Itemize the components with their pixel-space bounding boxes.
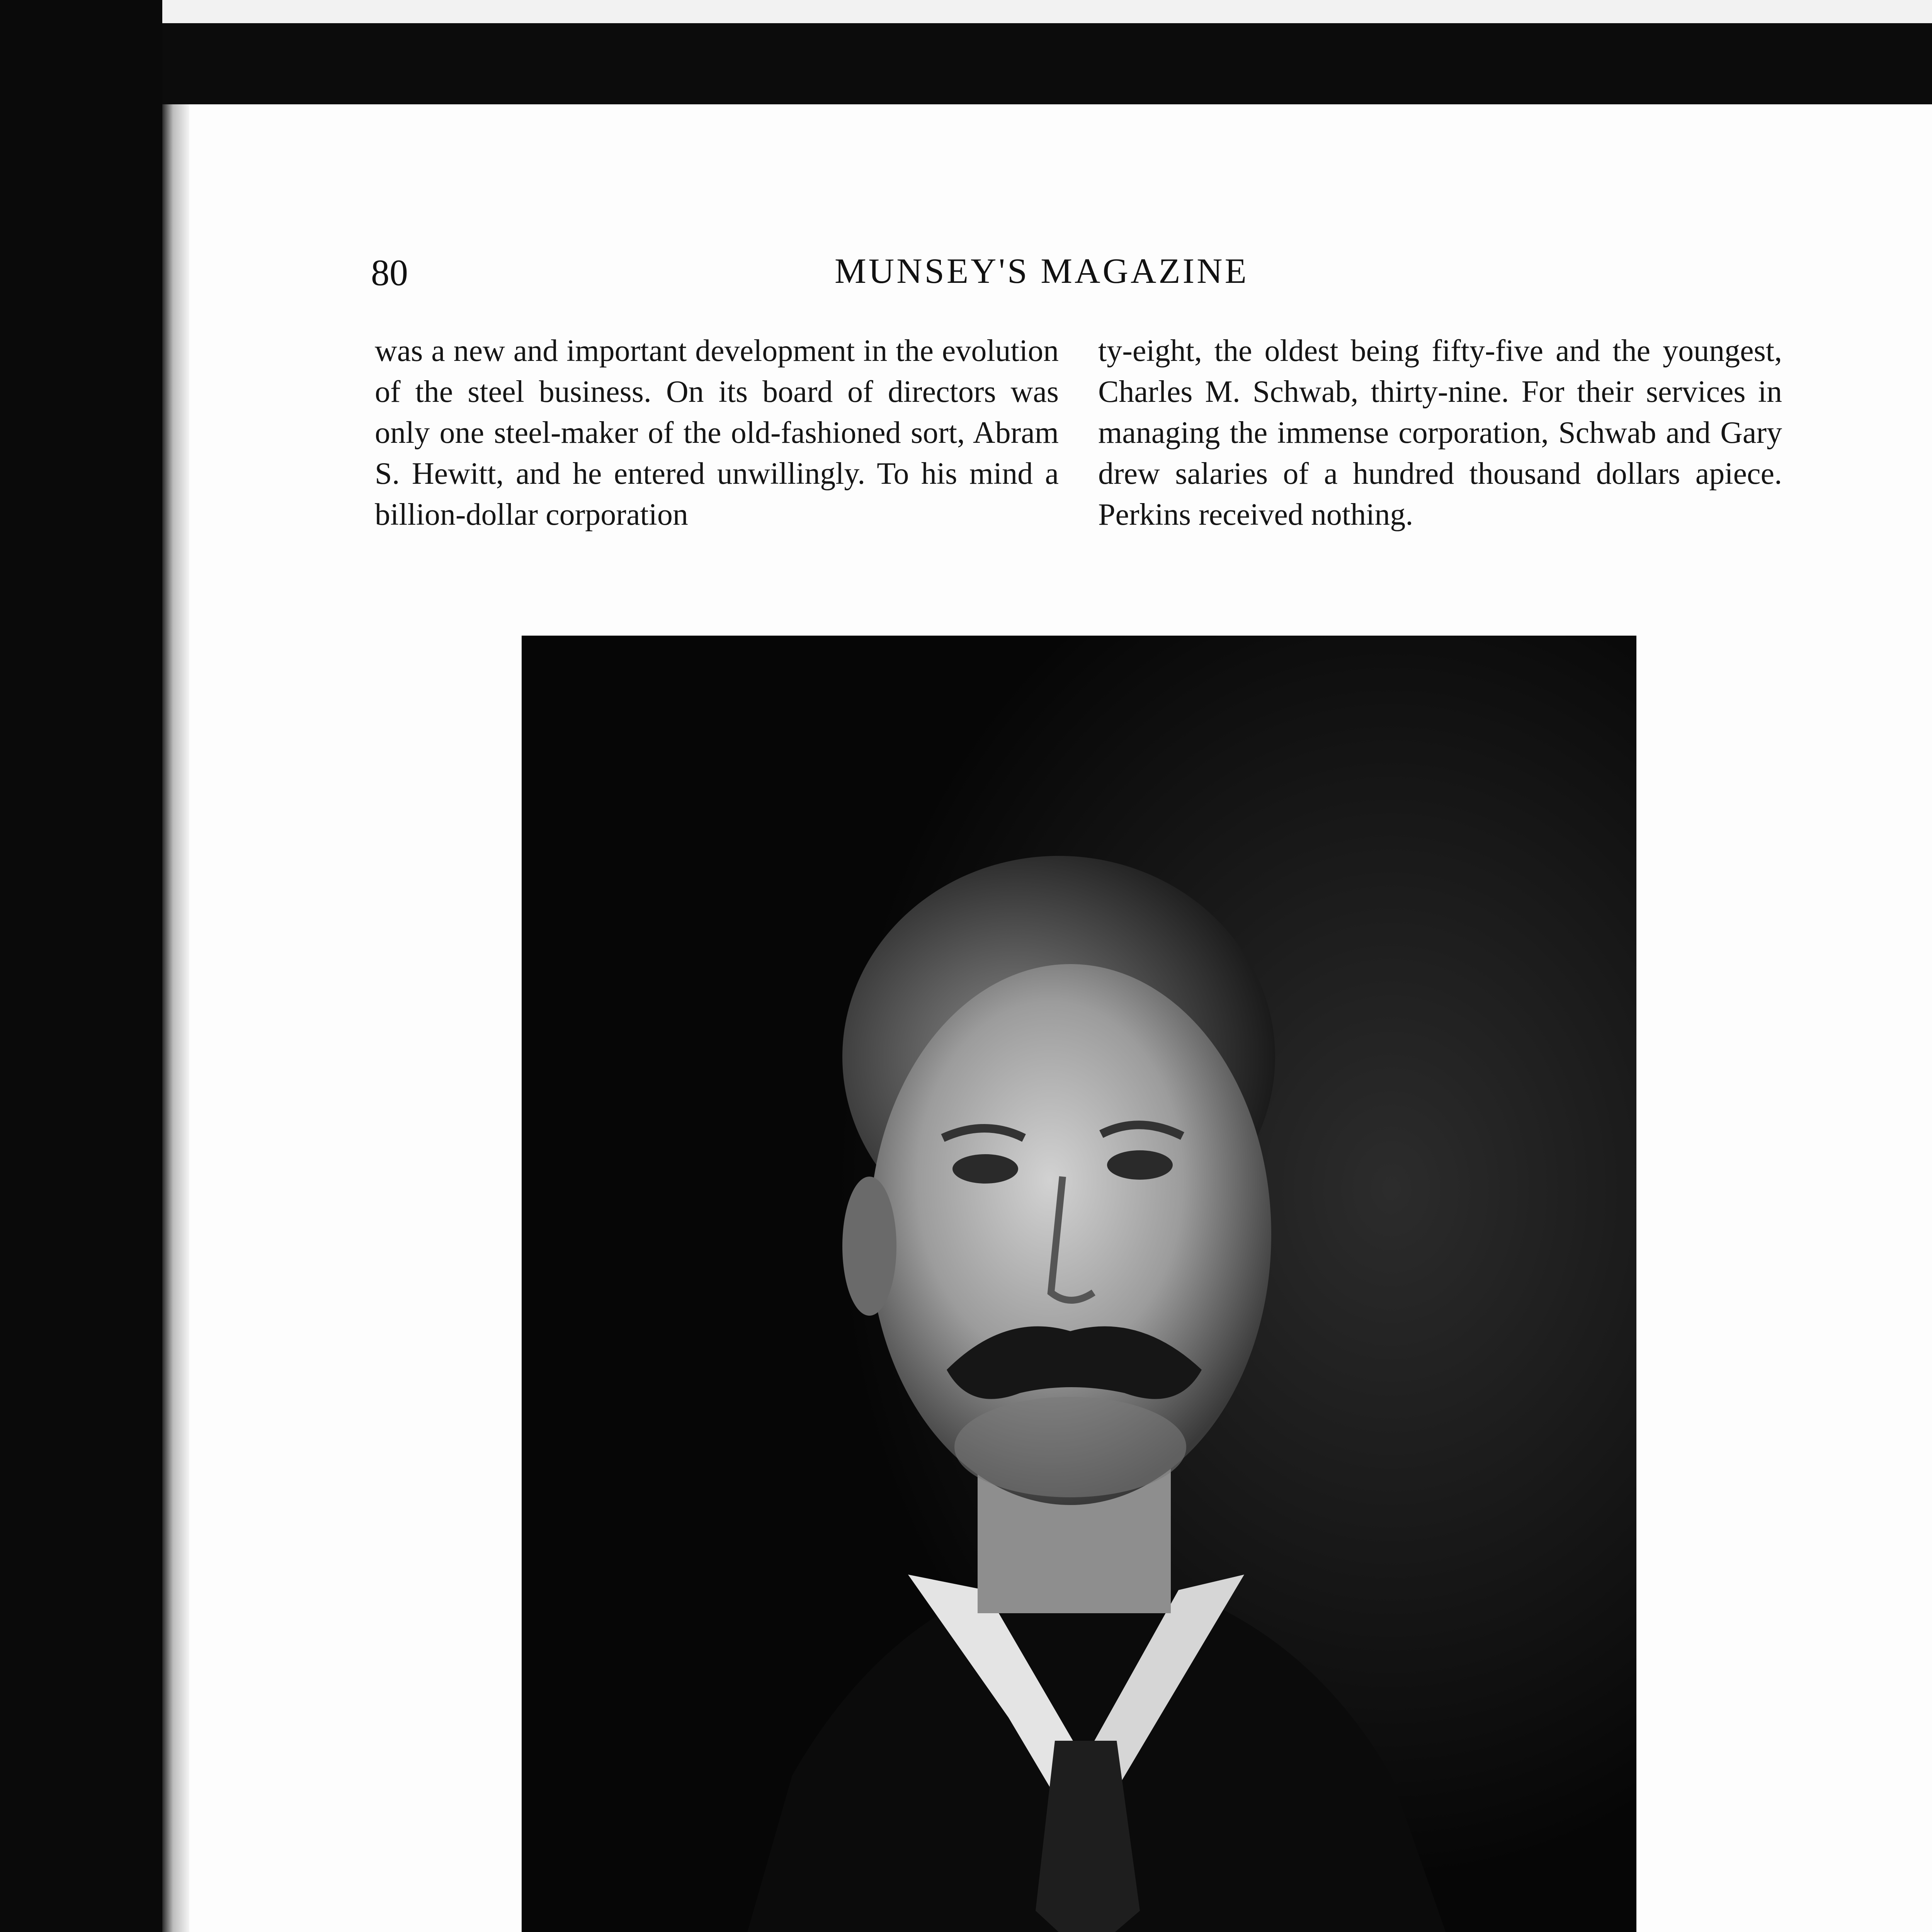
scan-top-border — [162, 23, 1932, 104]
running-head: MUNSEY'S MAGAZINE — [835, 251, 1249, 291]
paragraph: was a new and important development in the evolution of the steel business. On its board of directors was only one steel-maker of the old-fashioned sort, Abram S. Hewitt, and he entered unwillingly. To his mind a billion-dollar corporation — [375, 334, 1059, 532]
scan-top-strip — [162, 0, 1932, 23]
portrait-image — [522, 636, 1636, 1932]
portrait-photograph — [522, 636, 1636, 1932]
page-number: 80 — [371, 252, 408, 293]
top-left-column — [375, 330, 1059, 535]
paragraph: ty-eight, the oldest being fifty-five and the youngest, Charles M. Schwab, thirty-nine. For their services in managing the immense corporation, Schwab and Gary drew salaries of a hundred thousand dollars apiece. Perkins received nothing. — [1098, 334, 1782, 532]
scan-book-edge — [162, 0, 189, 1932]
scan-left-border — [0, 0, 162, 1932]
top-right-column — [1098, 330, 1782, 535]
